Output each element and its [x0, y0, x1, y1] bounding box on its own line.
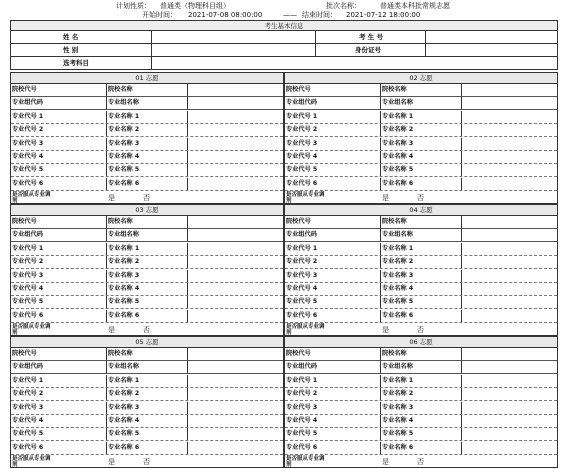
batch-label: 批次名称：	[326, 2, 361, 10]
code-label: 专业代号 1	[12, 112, 44, 120]
code-label: 专业代号 1	[286, 376, 318, 384]
preference-block-2	[284, 72, 558, 204]
cell-divider	[187, 243, 188, 255]
code-label: 专业代号 1	[286, 112, 318, 120]
school-row	[285, 84, 557, 97]
cell-divider	[461, 442, 462, 454]
cell-divider	[380, 229, 381, 241]
preference-title: 03 志愿	[11, 205, 283, 216]
code-label: 专业代号 3	[286, 403, 318, 411]
name-label: 专业名称 3	[108, 139, 140, 147]
code-label: 专业代号 4	[12, 417, 44, 424]
cell-divider	[461, 270, 462, 282]
cell-divider	[106, 348, 107, 360]
major-row-4	[11, 151, 283, 164]
code-label: 专业代号 5	[286, 430, 318, 438]
code-label: 专业代号 6	[286, 443, 318, 451]
cell-divider	[187, 402, 188, 414]
cell-divider	[106, 388, 107, 400]
major-row-5	[11, 428, 283, 441]
code-label: 专业代号 6	[12, 443, 44, 451]
name-label: 专业名称 5	[108, 298, 140, 306]
code-label: 专业代号 4	[286, 153, 318, 160]
adjust-label: 是否服从专业调剂	[12, 456, 51, 469]
cell-divider	[461, 375, 462, 387]
cell-divider	[461, 296, 462, 308]
preference-block-5	[10, 336, 284, 468]
name-label: 姓 名	[63, 33, 79, 41]
code-label: 专业代号 5	[12, 166, 44, 174]
code-label: 专业代号 4	[12, 285, 44, 292]
cell-divider	[106, 216, 107, 228]
code-label: 专业代号 1	[12, 376, 44, 384]
cell-divider	[461, 256, 462, 268]
info-row-1	[11, 31, 557, 44]
major-row-5	[11, 296, 283, 309]
cell-divider	[461, 124, 462, 136]
code-label: 专业组代码	[286, 99, 317, 107]
major-row-2	[11, 388, 283, 401]
cell-divider	[106, 229, 107, 241]
name-label: 专业名称 1	[382, 112, 414, 120]
code-label: 专业代号 6	[12, 179, 44, 187]
cell-divider	[187, 138, 188, 150]
code-label: 专业组代码	[12, 99, 43, 107]
name-label: 专业名称 3	[108, 403, 140, 411]
school-row	[285, 348, 557, 361]
cell-divider	[106, 361, 107, 373]
cell-divider	[380, 442, 381, 454]
school-row	[11, 348, 283, 361]
major-row-3	[285, 138, 557, 151]
name-label: 专业名称 2	[108, 126, 140, 134]
cell-divider	[187, 124, 188, 136]
name-label: 专业名称 2	[382, 126, 414, 134]
code-label: 专业代号 5	[12, 430, 44, 438]
name-label: 专业名称 3	[382, 271, 414, 279]
cell-divider	[461, 138, 462, 150]
adjust-no-option[interactable]: 否	[417, 194, 424, 203]
code-label: 专业代号 2	[286, 390, 318, 398]
cell-divider	[187, 375, 188, 387]
info-row-3	[11, 57, 557, 70]
name-label: 专业名称 6	[382, 311, 414, 319]
adjust-no-option[interactable]: 否	[143, 326, 150, 335]
name-label: 院校名称	[108, 218, 133, 225]
batch-value: 普通类本科批常规志愿	[380, 2, 450, 10]
name-label: 专业名称 1	[382, 376, 414, 384]
major-row-2	[11, 124, 283, 137]
cell-divider	[106, 124, 107, 136]
adjust-yes-option[interactable]: 是	[108, 326, 115, 335]
preference-title: 01 志愿	[11, 73, 283, 84]
cell-divider	[187, 256, 188, 268]
adjust-yes-option[interactable]: 是	[108, 194, 115, 203]
major-row-2	[285, 256, 557, 269]
major-row-3	[285, 402, 557, 415]
name-label: 专业名称 6	[382, 443, 414, 451]
cell-divider	[380, 216, 381, 228]
name-label: 专业名称 6	[108, 443, 140, 451]
cell-divider	[187, 310, 188, 322]
cell-divider	[106, 375, 107, 387]
adjust-label: 是否服从专业调剂	[286, 192, 325, 205]
code-label: 专业代号 3	[286, 139, 318, 147]
cell-divider	[106, 97, 107, 109]
info-caption: 考生基本信息	[11, 21, 557, 31]
end-label: 结束时间：	[302, 11, 337, 19]
adjust-label: 是否服从专业调剂	[286, 456, 325, 469]
cell-divider	[461, 415, 462, 427]
name-label: 专业名称 4	[382, 153, 414, 160]
cell-divider	[187, 84, 188, 96]
school-row	[285, 216, 557, 229]
cell-divider	[187, 296, 188, 308]
preference-title: 05 志愿	[11, 337, 283, 348]
preference-block-3	[10, 204, 284, 336]
name-label: 院校名称	[108, 350, 133, 357]
major-row-4	[285, 283, 557, 296]
preference-block-1	[10, 72, 284, 204]
name-label: 专业名称 5	[382, 166, 414, 174]
cell-divider	[461, 97, 462, 109]
cell-divider	[106, 442, 107, 454]
cell-divider	[106, 296, 107, 308]
major-row-6	[285, 178, 557, 191]
group-row	[11, 97, 283, 110]
cell-divider	[380, 151, 381, 163]
name-label: 专业名称 1	[382, 244, 414, 252]
adjust-label: 是否服从专业调剂	[286, 324, 325, 337]
name-label: 院校名称	[382, 218, 407, 225]
cell-divider	[106, 270, 107, 282]
code-label: 专业代号 6	[286, 179, 318, 187]
cell-divider	[106, 310, 107, 322]
cell-divider	[380, 256, 381, 268]
major-row-1	[285, 111, 557, 124]
cell-divider	[461, 402, 462, 414]
cell-divider	[106, 111, 107, 123]
major-row-4	[11, 415, 283, 428]
cell-divider	[461, 151, 462, 163]
name-label: 专业名称 3	[382, 403, 414, 411]
cell-divider	[380, 124, 381, 136]
cell-divider	[380, 388, 381, 400]
cell-divider	[461, 229, 462, 241]
name-label: 专业组名称	[108, 99, 139, 107]
major-row-6	[11, 178, 283, 191]
cell-divider	[380, 415, 381, 427]
code-label: 院校代号	[12, 218, 37, 225]
cell-divider	[380, 428, 381, 440]
cell-divider	[106, 84, 107, 96]
cell-divider	[187, 442, 188, 454]
candidate-info-section	[10, 20, 558, 70]
cell-divider	[461, 348, 462, 360]
school-row	[11, 216, 283, 229]
code-label: 专业代号 5	[12, 298, 44, 306]
cell-divider	[380, 270, 381, 282]
cell-divider	[380, 138, 381, 150]
code-label: 院校代号	[286, 350, 311, 357]
adjust-yes-option[interactable]: 是	[382, 326, 389, 335]
name-label: 专业名称 2	[382, 258, 414, 266]
exam-no-label: 考 生 号	[359, 33, 384, 41]
preference-block-4	[284, 204, 558, 336]
cell-divider	[106, 283, 107, 295]
group-row	[285, 229, 557, 242]
major-row-5	[285, 428, 557, 441]
adjust-yes-option[interactable]: 是	[382, 458, 389, 467]
cell-divider	[461, 216, 462, 228]
name-label: 专业组名称	[382, 363, 413, 371]
major-row-6	[11, 310, 283, 323]
cell-divider	[106, 151, 107, 163]
major-row-3	[11, 270, 283, 283]
preference-block-6	[284, 336, 558, 468]
cell-divider	[106, 243, 107, 255]
cell-divider	[461, 310, 462, 322]
name-label: 专业名称 3	[108, 271, 140, 279]
major-row-5	[11, 164, 283, 177]
code-label: 专业代号 3	[12, 271, 44, 279]
major-row-1	[11, 375, 283, 388]
cell-divider	[461, 164, 462, 176]
code-label: 专业代号 1	[12, 244, 44, 252]
cell-divider	[461, 283, 462, 295]
major-row-3	[11, 138, 283, 151]
cell-divider	[380, 97, 381, 109]
cell-divider	[106, 164, 107, 176]
major-row-3	[285, 270, 557, 283]
name-label: 专业名称 2	[108, 390, 140, 398]
cell-divider	[380, 243, 381, 255]
major-row-2	[11, 256, 283, 269]
name-label: 院校名称	[382, 86, 407, 93]
cell-divider	[187, 111, 188, 123]
cell-divider	[380, 296, 381, 308]
cell-divider	[106, 138, 107, 150]
cell-divider	[380, 178, 381, 190]
cell-divider	[187, 151, 188, 163]
cell-divider	[461, 428, 462, 440]
name-label: 专业名称 3	[382, 139, 414, 147]
code-label: 院校代号	[286, 86, 311, 93]
adjust-no-option[interactable]: 否	[417, 326, 424, 335]
code-label: 专业代号 3	[12, 139, 44, 147]
code-label: 专业代号 2	[286, 258, 318, 266]
name-label: 院校名称	[108, 86, 133, 93]
start-value: 2021-07-08 08:00:00	[188, 11, 263, 19]
code-label: 专业代号 6	[12, 311, 44, 319]
adjust-row	[285, 455, 557, 469]
cell-divider	[380, 283, 381, 295]
major-row-4	[285, 415, 557, 428]
code-label: 专业组代码	[286, 363, 317, 371]
name-label: 专业名称 5	[382, 298, 414, 306]
adjust-row	[11, 455, 283, 469]
cell-divider	[187, 216, 188, 228]
code-label: 专业代号 5	[286, 166, 318, 174]
cell-divider	[380, 361, 381, 373]
school-row	[11, 84, 283, 97]
code-label: 专业代号 2	[286, 126, 318, 134]
name-label: 专业名称 1	[108, 376, 140, 384]
cell-divider	[380, 348, 381, 360]
cell-divider	[187, 415, 188, 427]
adjust-no-option[interactable]: 否	[143, 458, 150, 467]
major-row-1	[285, 243, 557, 256]
name-label: 专业组名称	[108, 231, 139, 239]
code-label: 专业代号 1	[286, 244, 318, 252]
cell-divider	[187, 229, 188, 241]
adjust-label: 是否服从专业调剂	[12, 324, 51, 337]
code-label: 专业代号 6	[286, 311, 318, 319]
name-label: 专业名称 5	[108, 166, 140, 174]
id-label: 身份证号	[355, 46, 381, 54]
code-label: 院校代号	[12, 86, 37, 93]
preference-title: 06 志愿	[285, 337, 557, 348]
name-label: 专业名称 6	[382, 179, 414, 187]
cell-divider	[380, 111, 381, 123]
code-label: 专业代号 3	[12, 403, 44, 411]
major-row-2	[285, 124, 557, 137]
code-label: 专业组代码	[12, 231, 43, 239]
cell-divider	[380, 84, 381, 96]
preference-title: 02 志愿	[285, 73, 557, 84]
cell-divider	[106, 178, 107, 190]
cell-divider	[187, 428, 188, 440]
name-label: 专业名称 2	[382, 390, 414, 398]
application-form	[10, 20, 558, 469]
name-label: 专业名称 1	[108, 112, 140, 120]
cell-divider	[461, 243, 462, 255]
cell-divider	[380, 402, 381, 414]
name-label: 专业名称 5	[382, 430, 414, 438]
name-label: 专业组名称	[382, 231, 413, 239]
cell-divider	[380, 375, 381, 387]
code-label: 专业代号 3	[286, 271, 318, 279]
code-label: 专业组代码	[286, 231, 317, 239]
code-label: 专业组代码	[12, 363, 43, 371]
code-label: 专业代号 5	[286, 298, 318, 306]
major-row-1	[285, 375, 557, 388]
major-row-6	[11, 442, 283, 455]
cell-divider	[187, 348, 188, 360]
cell-divider	[187, 361, 188, 373]
end-value: 2021-07-12 18:00:00	[346, 11, 421, 19]
major-row-1	[11, 111, 283, 124]
cell-divider	[187, 270, 188, 282]
name-label: 专业名称 4	[108, 417, 140, 424]
major-row-6	[285, 310, 557, 323]
group-row	[285, 361, 557, 374]
start-label: 开始时间：	[142, 11, 177, 19]
cell-divider	[187, 178, 188, 190]
code-label: 院校代号	[286, 218, 311, 225]
plan-type-label: 计划性质：	[116, 2, 151, 10]
major-row-4	[11, 283, 283, 296]
plan-type-value: 普通类（物理科目组）	[160, 2, 230, 10]
adjust-yes-option[interactable]: 是	[382, 194, 389, 203]
major-row-5	[285, 296, 557, 309]
name-label: 院校名称	[382, 350, 407, 357]
name-label: 专业名称 4	[382, 417, 414, 424]
cell-divider	[187, 283, 188, 295]
name-label: 专业名称 1	[108, 244, 140, 252]
group-row	[285, 97, 557, 110]
code-label: 院校代号	[12, 350, 37, 357]
cell-divider	[380, 164, 381, 176]
name-label: 专业名称 6	[108, 311, 140, 319]
adjust-no-option[interactable]: 否	[417, 458, 424, 467]
cell-divider	[461, 388, 462, 400]
cell-divider	[106, 428, 107, 440]
code-label: 专业代号 2	[12, 390, 44, 398]
name-label: 专业名称 4	[108, 153, 140, 160]
cell-divider	[461, 84, 462, 96]
cell-divider	[106, 402, 107, 414]
adjust-no-option[interactable]: 否	[143, 194, 150, 203]
cell-divider	[461, 178, 462, 190]
code-label: 专业代号 4	[286, 285, 318, 292]
group-row	[11, 229, 283, 242]
cell-divider	[187, 164, 188, 176]
name-label: 专业组名称	[108, 363, 139, 371]
subjects-label: 选考科目	[63, 59, 89, 67]
name-label: 专业名称 4	[108, 285, 140, 292]
major-row-1	[11, 243, 283, 256]
adjust-label: 是否服从专业调剂	[12, 192, 51, 205]
code-label: 专业代号 4	[12, 153, 44, 160]
info-row-2	[11, 44, 557, 57]
code-label: 专业代号 4	[286, 417, 318, 424]
preference-title: 04 志愿	[285, 205, 557, 216]
major-row-6	[285, 442, 557, 455]
major-row-2	[285, 388, 557, 401]
code-label: 专业代号 2	[12, 126, 44, 134]
cell-divider	[461, 361, 462, 373]
code-label: 专业代号 2	[12, 258, 44, 266]
separator: ——	[283, 11, 297, 19]
major-row-3	[11, 402, 283, 415]
name-label: 专业名称 4	[382, 285, 414, 292]
cell-divider	[461, 111, 462, 123]
cell-divider	[187, 97, 188, 109]
major-row-4	[285, 151, 557, 164]
cell-divider	[187, 388, 188, 400]
gender-label: 性 别	[63, 46, 79, 54]
cell-divider	[380, 310, 381, 322]
cell-divider	[106, 256, 107, 268]
name-label: 专业名称 6	[108, 179, 140, 187]
cell-divider	[106, 415, 107, 427]
name-label: 专业名称 5	[108, 430, 140, 438]
major-row-5	[285, 164, 557, 177]
name-label: 专业组名称	[382, 99, 413, 107]
name-label: 专业名称 2	[108, 258, 140, 266]
adjust-yes-option[interactable]: 是	[108, 458, 115, 467]
group-row	[11, 361, 283, 374]
